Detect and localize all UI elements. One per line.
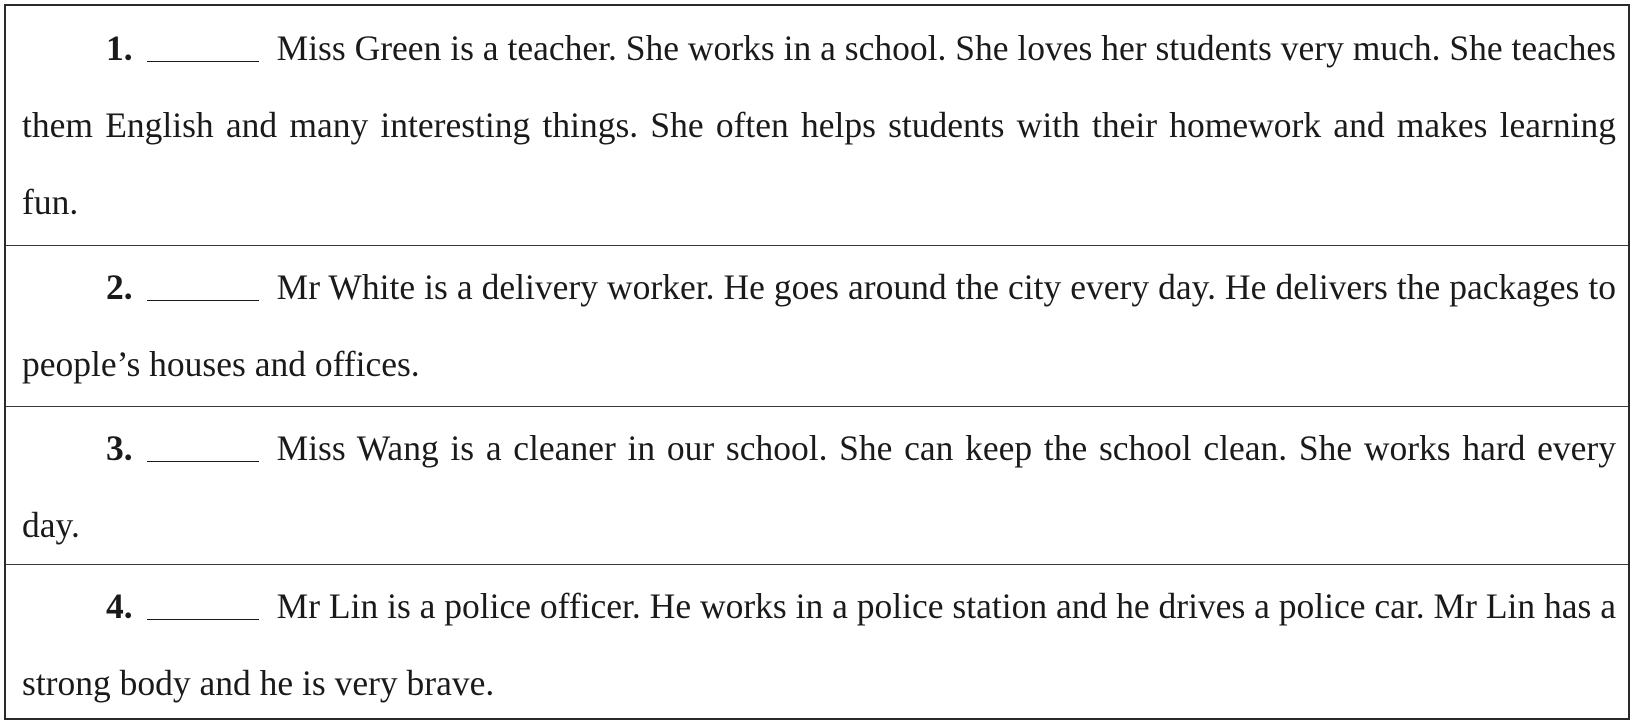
question-text: Miss Wang is a cleaner in our school. She can keep the school clean. She works hard every day. — [22, 428, 1616, 545]
exercise-row — [6, 245, 1628, 406]
question-number: 4. — [106, 586, 133, 626]
exercise-table — [4, 4, 1630, 720]
question-number: 3. — [106, 428, 133, 468]
question-text: Miss Green is a teacher. She works in a school. She loves her students very much. She teaches them English and many interesting things. She often helps students with their homework and makes learning fun. — [22, 28, 1616, 222]
answer-blank[interactable] — [147, 298, 259, 301]
question-number: 1. — [106, 28, 133, 68]
exercise-row — [6, 564, 1628, 718]
exercise-row — [6, 6, 1628, 245]
answer-blank[interactable] — [147, 459, 259, 462]
question-number: 2. — [106, 267, 133, 307]
question-text: Mr Lin is a police officer. He works in a police station and he drives a police car. Mr Lin has a strong body and he is very brave. — [22, 586, 1616, 703]
answer-blank[interactable] — [147, 59, 259, 62]
exercise-row — [6, 406, 1628, 564]
answer-blank[interactable] — [147, 617, 259, 620]
question-text: Mr White is a delivery worker. He goes around the city every day. He delivers the packages to people’s houses and offices. — [22, 267, 1616, 384]
